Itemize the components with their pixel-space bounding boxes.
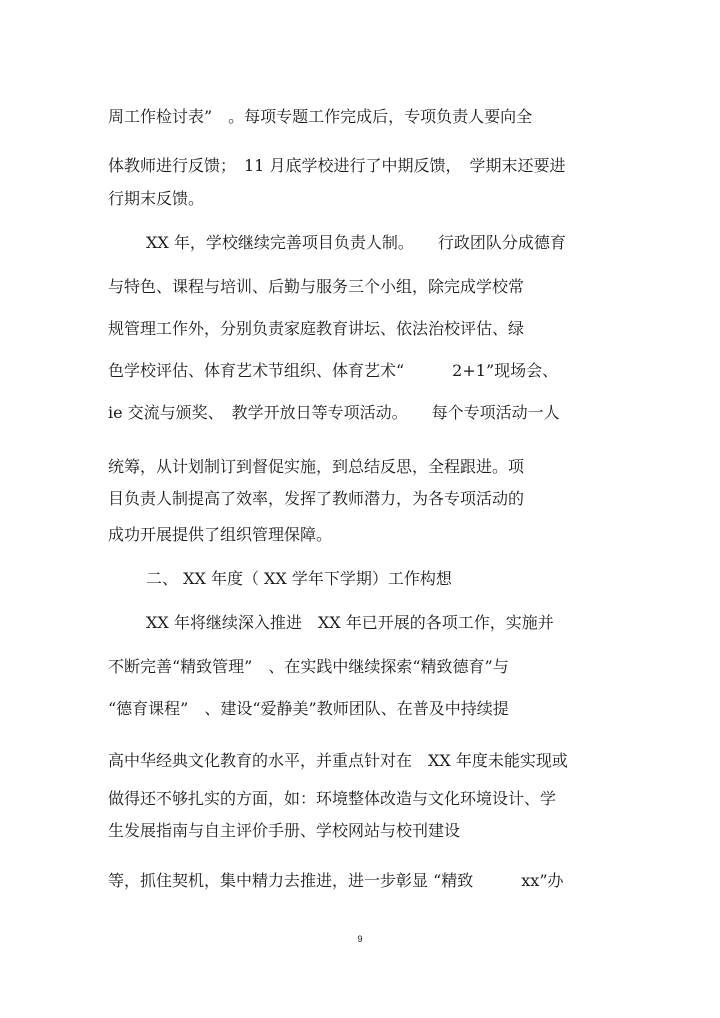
text-line: 统筹，从计划制订到督促实施，到总结反思，全程跟进。项 xyxy=(108,457,525,476)
text-line: 行期末反馈。 xyxy=(108,189,205,208)
text-line: 与特色、课程与培训、后勤与服务三个小组，除完成学校常 xyxy=(108,277,525,296)
section-heading: 二、 XX 年度（ XX 学年下学期）工作构想 xyxy=(146,569,452,588)
text-line: 高中华经典文化教育的水平，并重点针对在 XX 年度未能实现或 xyxy=(108,751,568,770)
text-line: XX 年，学校继续完善项目负责人制。 行政团队分成德育 xyxy=(146,233,566,252)
text-line: 体教师进行反馈； 11 月底学校进行了中期反馈， 学期末还要进 xyxy=(108,156,566,175)
page-number: 9 xyxy=(357,934,363,944)
text-line: 等，抓住契机，集中精力去推进，进一步彰显 “精致 xx”办 xyxy=(108,871,564,890)
text-line: 规管理工作外，分别负责家庭教育讲坛、依法治校评估、绿 xyxy=(108,319,525,338)
text-line: XX 年将继续深入推进 XX 年已开展的各项工作，实施并 xyxy=(146,613,554,632)
text-line: 不断完善“精致管理” 、在实践中继续探索“精致德育”与 xyxy=(108,657,509,676)
text-line: ie 交流与颁奖、 教学开放日等专项活动。 每个专项活动一人 xyxy=(108,403,560,422)
text-line: 目负责人制提高了效率，发挥了教师潜力，为各专项活动的 xyxy=(108,489,525,508)
text-line: 做得还不够扎实的方面，如：环境整体改造与文化环境设计、学 xyxy=(108,789,557,808)
text-line: 成功开展提供了组织管理保障。 xyxy=(108,525,333,544)
text-line: “德育课程” 、建设“爱静美”教师团队、在普及中持续提 xyxy=(108,699,509,718)
text-line: 生发展指南与自主评价手册、学校网站与校刊建设 xyxy=(108,821,461,840)
text-line: 色学校评估、体育艺术节组织、体育艺术“ 2+1”现场会、 xyxy=(108,361,559,380)
text-line: 周工作检讨表” 。每项专题工作完成后，专项负责人要向全 xyxy=(108,107,533,126)
